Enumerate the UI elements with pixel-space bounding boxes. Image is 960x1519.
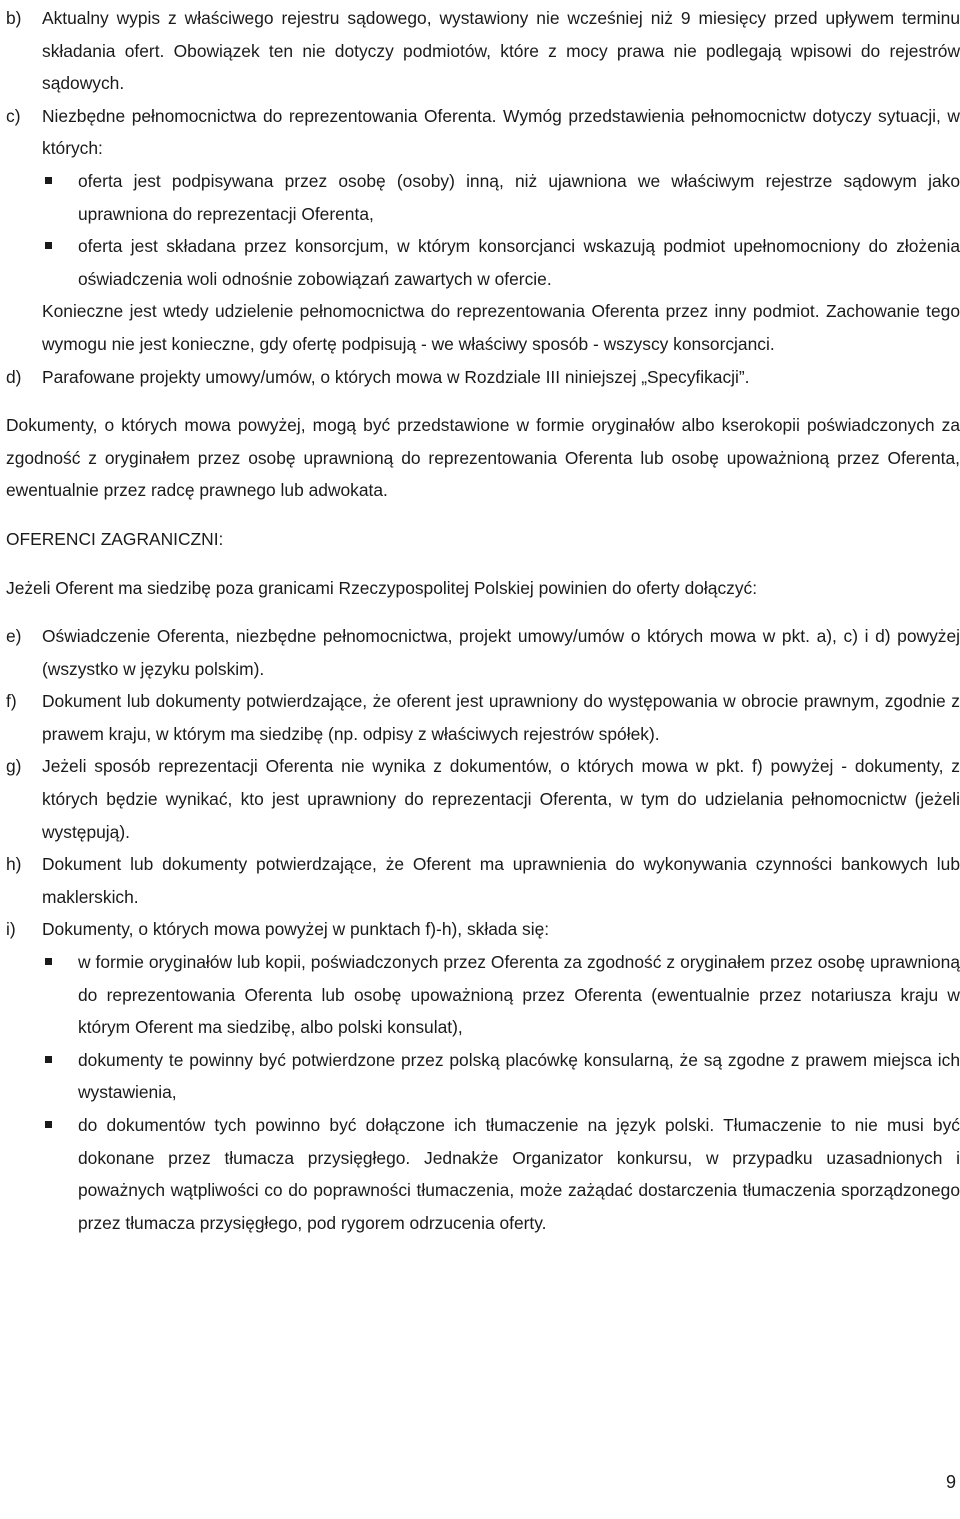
list-item-f: [6, 685, 960, 750]
item-label: c): [6, 105, 21, 126]
bullet-item: [38, 1044, 960, 1109]
list-item-d: [6, 361, 960, 394]
bullet-item: [38, 946, 960, 1044]
list-item-e: [6, 620, 960, 685]
square-bullet-icon: [38, 1109, 78, 1239]
item-label: b): [6, 8, 22, 28]
square-bullet-icon: [38, 230, 78, 295]
list-item-c: [6, 100, 960, 361]
item-label: d): [6, 366, 22, 387]
documents-paragraph: Dokumenty, o których mowa powyżej, mogą być przedstawione w formie oryginałów albo kserokopii poświadczonych za zgodność z oryginałem przez osobę uprawnioną do reprezentowania Oferenta lub osobę upoważnioną przez Oferenta, ewentualnie przez radcę prawnego lub adwokata.: [6, 415, 960, 501]
page-number: 9: [945, 1472, 956, 1492]
item-continuation: Konieczne jest wtedy udzielenie pełnomocnictwa do reprezentowania Oferenta przez inny podmiot. Zachowanie tego wymogu nie jest konieczne, gdy ofertę podpisują - we właściwy sposób - wszyscy konsorcjanci.: [42, 301, 960, 354]
document-page: [6, 2, 960, 1239]
square-bullet-icon: [38, 1044, 78, 1109]
item-text: Parafowane projekty umowy/umów, o których mowa w Rozdziale III niniejszej „Specyfikacji”.: [42, 366, 750, 387]
bullet-item: [38, 230, 960, 295]
item-text: Niezbędne pełnomocnictwa do reprezentowania Oferenta. Wymóg przedstawienia pełnomocnictw dotyczy sytuacji, w których:: [42, 105, 960, 159]
square-bullet-icon: [38, 165, 78, 230]
bullet-item: [38, 1109, 960, 1239]
item-label: h): [6, 854, 22, 875]
item-label: i): [6, 919, 16, 940]
item-text: Aktualny wypis z właściwego rejestru sądowego, wystawiony nie wcześniej niż 9 miesięcy przed upływem terminu składania ofert. Obowiązek ten nie dotyczy podmiotów, które z mocy prawa nie podlegają wpisowi do rejestrów sądowych.: [42, 8, 960, 94]
item-text: Jeżeli sposób reprezentacji Oferenta nie wynika z dokumentów, o których mowa w pkt. f) powyżej - dokumenty, z których będzie wynikać, kto jest uprawniony do reprezentacji Oferenta, w tym do udzielania pełnomocnictw (jeżeli występują).: [42, 756, 960, 842]
bullet-text: oferta jest podpisywana przez osobę (osoby) inną, niż ujawniona we właściwym rejestrze sądowym jako uprawniona do reprezentacji Oferenta,: [78, 170, 960, 224]
bullet-text: w formie oryginałów lub kopii, poświadczonych przez Oferenta za zgodność z oryginałem przez osobę uprawnioną do reprezentowania Oferenta lub osobę upoważnioną przez Oferenta (ewentualnie przez notariusza kraju w którym Oferent ma siedzibę, albo polski konsulat),: [78, 952, 960, 1038]
item-text: Dokumenty, o których mowa powyżej w punktach f)-h), składa się:: [42, 919, 550, 940]
square-bullet-icon: [38, 946, 78, 1044]
item-label: f): [6, 691, 17, 712]
list-item-i: [6, 913, 960, 1239]
item-text: Dokument lub dokumenty potwierdzające, że Oferent ma uprawnienia do wykonywania czynności bankowych lub maklerskich.: [42, 854, 960, 907]
bullet-item: [38, 165, 960, 230]
bullet-text: oferta jest składana przez konsorcjum, w którym konsorcjanci wskazują podmiot upełnomocniony do złożenia oświadczenia woli odnośnie zobowiązań zawartych w ofercie.: [78, 236, 960, 289]
intro-paragraph: Jeżeli Oferent ma siedzibę poza granicami Rzeczypospolitej Polskiej powinien do oferty dołączyć:: [6, 577, 758, 598]
list-item-b: [6, 2, 960, 100]
item-label: g): [6, 756, 22, 777]
item-text: Dokument lub dokumenty potwierdzające, że oferent jest uprawniony do występowania w obrocie prawnym, zgodnie z prawem kraju, w którym ma siedzibę (np. odpisy z właściwych rejestrów spółek).: [42, 691, 960, 744]
bullet-text: do dokumentów tych powinno być dołączone ich tłumaczenie na język polski. Tłumaczenie to nie musi być dokonane przez tłumacza przysięgłego. Jednakże Organizator konkursu, w przypadku uzasadnionych i poważnych wątpliwości co do poprawności tłumaczenia, może zażądać dostarczenia tłumaczenia sporządzonego przez tłumacza przysięgłego, pod rygorem odrzucenia oferty.: [78, 1115, 960, 1233]
item-label: e): [6, 626, 22, 647]
list-item-h: [6, 848, 960, 913]
item-text: Oświadczenie Oferenta, niezbędne pełnomocnictwa, projekt umowy/umów o których mowa w pkt. a), c) i d) powyżej (wszystko w języku polskim).: [42, 626, 960, 679]
section-heading: OFERENCI ZAGRANICZNI:: [6, 528, 224, 549]
list-item-g: [6, 750, 960, 848]
bullet-text: dokumenty te powinny być potwierdzone przez polską placówkę konsularną, że są zgodne z prawem miejsca ich wystawienia,: [78, 1049, 960, 1103]
